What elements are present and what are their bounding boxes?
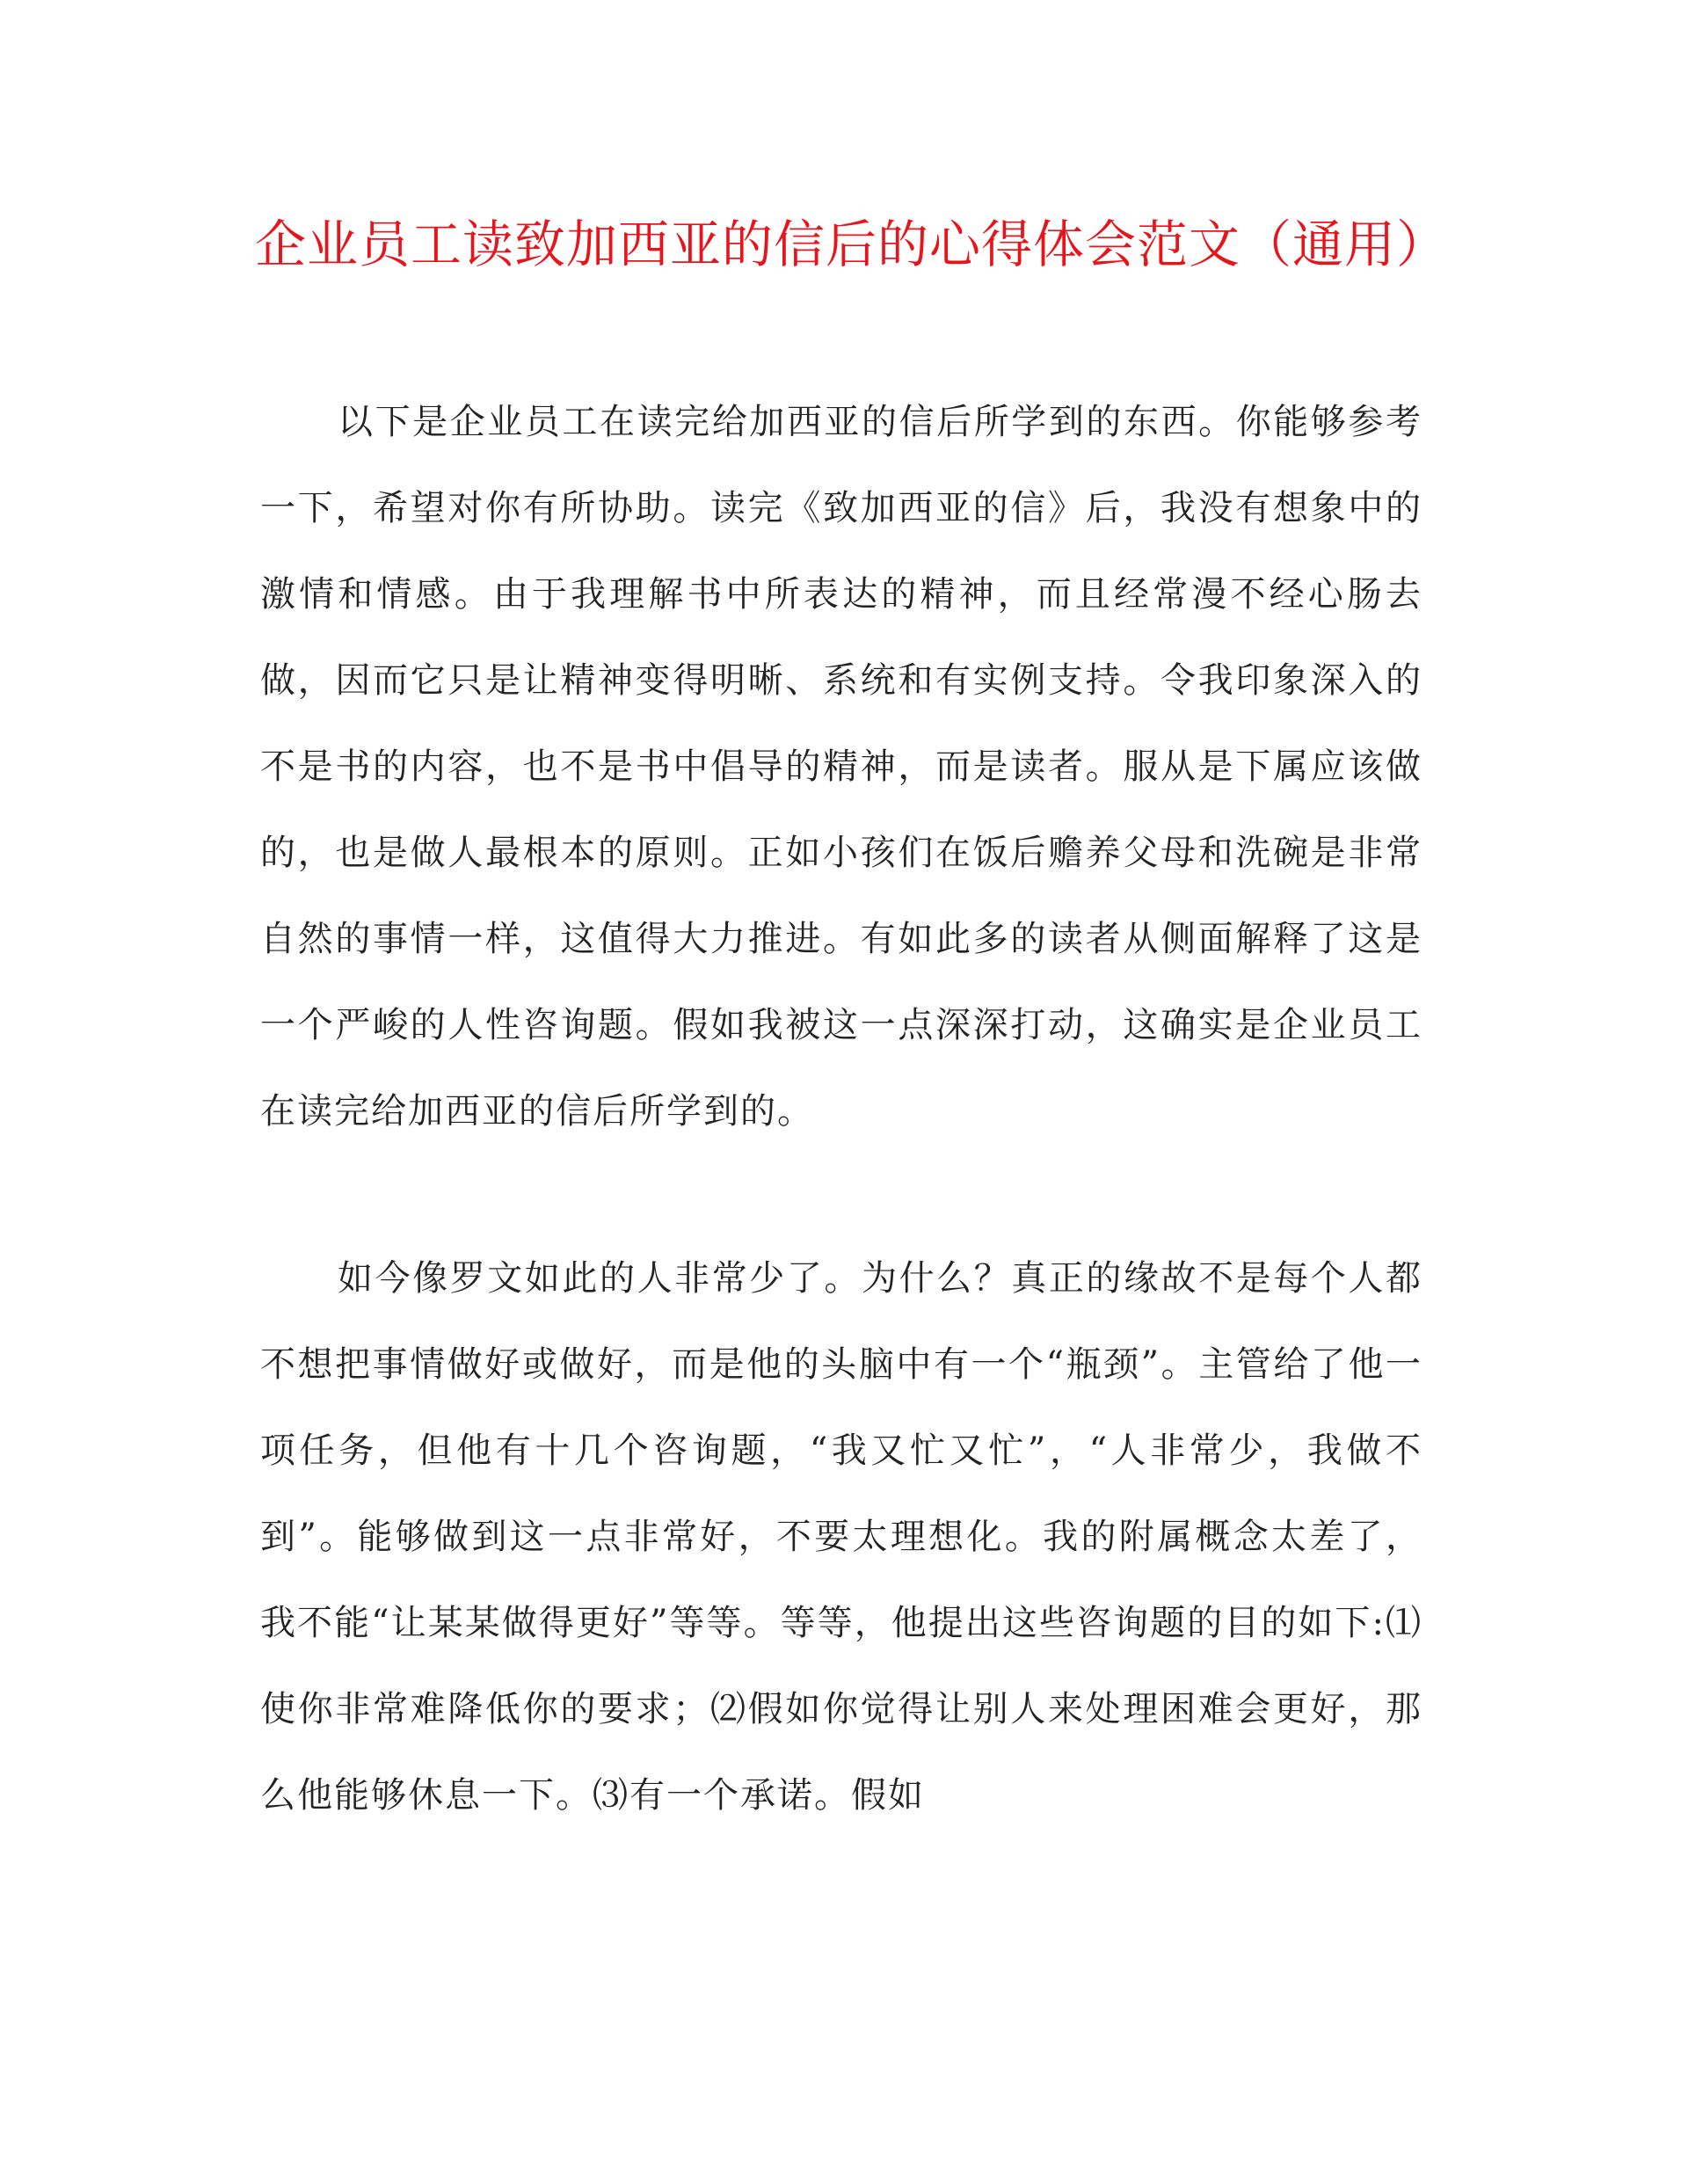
body-paragraph-2: 如今像罗文如此的人非常少了。为什么？真正的缘故不是每个人都不想把事情做好或做好，而是他的头脑中有一个“瓶颈”。主管给了他一项任务，但他有十几个咨询题，“我又忙又忙”，“人非常少，我做不到”。能够做到这一点非常好，不要太理想化。我的附属概念太差了，我不能“让某某做得更好”等等。等等，他提出这些咨询题的目的如下:⑴使你非常难降低你的要求；⑵假如你觉得让别人来处理困难会更好，那么他能够休息一下。⑶有一个承诺。假如 [260, 1258, 1422, 1816]
document-title: 企业员工读致加西亚的信后的心得体会范文（通用） [255, 215, 1449, 274]
body-paragraph-1: 以下是企业员工在读完给加西亚的信后所学到的东西。你能够参考一下，希望对你有所协助。读完《致加西亚的信》后，我没有想象中的激情和情感。由于我理解书中所表达的精神，而且经常漫不经心肠去做，因而它只是让精神变得明晰、系统和有实例支持。令我印象深入的不是书的内容，也不是书中倡导的精神，而是读者。服从是下属应该做的，也是做人最根本的原则。正如小孩们在饭后赡养父母和洗碗是非常自然的事情一样，这值得大力推进。有如此多的读者从侧面解释了这是一个严峻的人性咨询题。假如我被这一点深深打动，这确实是企业员工在读完给加西亚的信后所学到的。 [260, 402, 1422, 1132]
